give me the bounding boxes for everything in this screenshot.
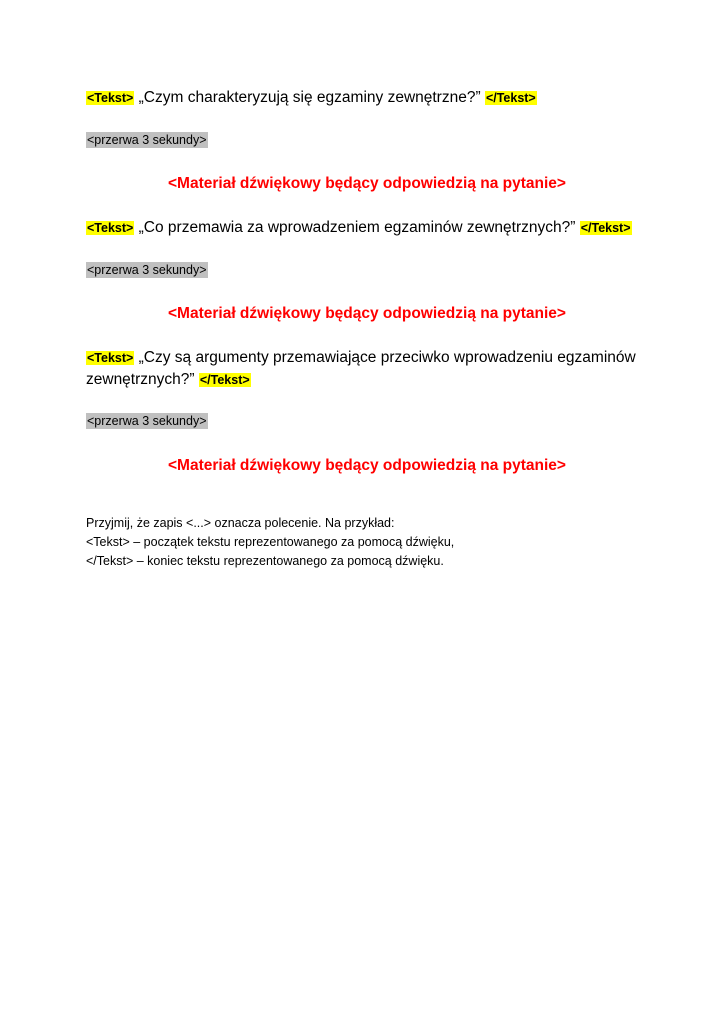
open-tag: <Tekst> <box>87 221 134 235</box>
pause-1: <przerwa 3 sekundy> <box>87 133 207 147</box>
question-1 <box>86 87 646 109</box>
question-3-text: „Czy są argumenty przemawiające przeciwko wprowadzeniu egzaminów zewnętrznych?” <box>86 349 636 388</box>
open-tag: <Tekst> <box>87 91 134 105</box>
legend-line-3: </Tekst> – koniec tekstu reprezentowanego za pomocą dźwięku. <box>86 554 444 568</box>
audio-material-3: <Materiał dźwiękowy będący odpowiedzią na pytanie> <box>168 457 566 474</box>
pause-2: <przerwa 3 sekundy> <box>87 263 207 277</box>
legend-line-2: <Tekst> – początek tekstu reprezentowanego za pomocą dźwięku, <box>86 535 455 549</box>
audio-material-1: <Materiał dźwiękowy będący odpowiedzią na pytanie> <box>168 175 566 192</box>
legend <box>86 514 454 571</box>
question-2-text: „Co przemawia za wprowadzeniem egzaminów zewnętrznych?” <box>134 219 580 236</box>
question-1-text: „Czym charakteryzują się egzaminy zewnętrzne?” <box>134 89 485 106</box>
question-2 <box>86 217 646 239</box>
question-3 <box>86 347 646 391</box>
legend-line-1: Przyjmij, że zapis <...> oznacza polecenie. Na przykład: <box>86 516 395 530</box>
close-tag: </Tekst> <box>580 221 631 235</box>
audio-material-2: <Materiał dźwiękowy będący odpowiedzią na pytanie> <box>168 305 566 322</box>
close-tag: </Tekst> <box>199 373 250 387</box>
open-tag: <Tekst> <box>87 351 134 365</box>
pause-3: <przerwa 3 sekundy> <box>87 414 207 428</box>
close-tag: </Tekst> <box>485 91 536 105</box>
